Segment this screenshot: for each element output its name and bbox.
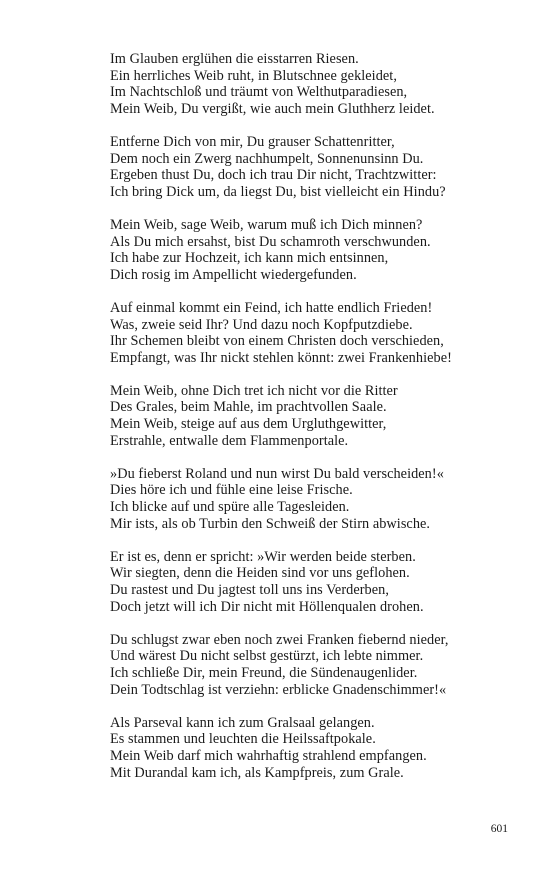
stanza [110, 217, 510, 283]
stanza [110, 466, 510, 532]
poem-line: Mein Weib, sage Weib, warum muß ich Dich minnen? [110, 216, 423, 233]
poem-line: Dich rosig im Ampellicht wiedergefunden. [110, 266, 357, 283]
poem-line: Mir ists, als ob Turbin den Schweiß der Stirn abwische. [110, 515, 431, 532]
stanza [110, 549, 510, 615]
poem-line: Im Glauben erglühen die eisstarren Riesen. [110, 51, 359, 67]
poem-line: Ich bring Dick um, da liegst Du, bist vielleicht ein Hindu? [110, 183, 446, 200]
poem-line: Erstrahle, entwalle dem Flammenportale. [110, 432, 349, 449]
poem-line: Ergeben thust Du, doch ich trau Dir nicht, Trachtzwitter: [110, 167, 437, 184]
poem-line: Im Nachtschloß und träumt von Welthutparadiesen, [110, 84, 408, 101]
poem-line: Dein Todtschlag ist verziehn: erblicke Gnadenschimmer!« [110, 681, 447, 698]
poem-line: Du rastest und Du jagtest toll uns ins Verderben, [110, 582, 389, 598]
poem-line: Dem noch ein Zwerg nachhumpelt, Sonnenunsinn Du. [110, 150, 424, 167]
stanza [110, 632, 510, 698]
poem-line: »Du fieberst Roland und nun wirst Du bald verscheiden!« [110, 465, 444, 482]
poem-line: Du schlugst zwar eben noch zwei Franken fiebernd nieder, [110, 631, 449, 648]
poem-line: Ein herrliches Weib ruht, in Blutschnee gekleidet, [110, 67, 397, 84]
poem-line: Entferne Dich von mir, Du grauser Schattenritter, [110, 133, 395, 150]
poem-line: Auf einmal kommt ein Feind, ich hatte endlich Frieden! [110, 299, 433, 316]
poem-line: Ihr Schemen bleibt von einem Christen doch verschieden, [110, 333, 444, 350]
poem-line: Was, zweie seid Ihr? Und dazu noch Kopfputzdiebe. [110, 316, 413, 333]
poem-line: Mein Weib darf mich wahrhaftig strahlend empfangen. [110, 747, 427, 764]
stanza [110, 134, 510, 200]
poem-line: Mein Weib, steige auf aus dem Urgluthgewitter, [110, 416, 387, 433]
page-number: 601 [490, 823, 508, 835]
poem-line: Mein Weib, Du vergißt, wie auch mein Gluthherz leidet. [110, 100, 435, 117]
stanza [110, 383, 510, 449]
poem [110, 51, 510, 798]
stanza [110, 715, 510, 781]
poem-line: Als Du mich ersahst, bist Du schamroth verschwunden. [110, 233, 431, 250]
poem-line: Des Grales, beim Mahle, im prachtvollen Saale. [110, 399, 387, 416]
poem-line: Ich schließe Dir, mein Freund, die Sündenaugenlider. [110, 664, 418, 681]
poem-line: Er ist es, denn er spricht: »Wir werden beide sterben. [110, 548, 416, 565]
poem-line: Wir siegten, denn die Heiden sind vor uns geflohen. [110, 565, 410, 582]
poem-line: Ich habe zur Hochzeit, ich kann mich entsinnen, [110, 250, 389, 267]
poem-line: Mein Weib, ohne Dich tret ich nicht vor die Ritter [110, 382, 398, 399]
poem-line: Und wärest Du nicht selbst gestürzt, ich lebte nimmer. [110, 648, 424, 665]
poem-line: Ich blicke auf und spüre alle Tagesleiden. [110, 499, 350, 516]
poem-line: Empfangt, was Ihr nickt stehlen könnt: zwei Frankenhiebe! [110, 349, 452, 366]
poem-line: Mit Durandal kam ich, als Kampfpreis, zum Grale. [110, 764, 404, 781]
poem-line: Dies höre ich und fühle eine leise Frische. [110, 482, 353, 499]
poem-line: Als Parseval kann ich zum Gralsaal gelangen. [110, 714, 375, 731]
stanza [110, 300, 510, 366]
poem-line: Es stammen und leuchten die Heilssaftpokale. [110, 731, 376, 748]
stanza [110, 51, 510, 117]
poem-line: Doch jetzt will ich Dir nicht mit Höllenqualen drohen. [110, 598, 424, 615]
